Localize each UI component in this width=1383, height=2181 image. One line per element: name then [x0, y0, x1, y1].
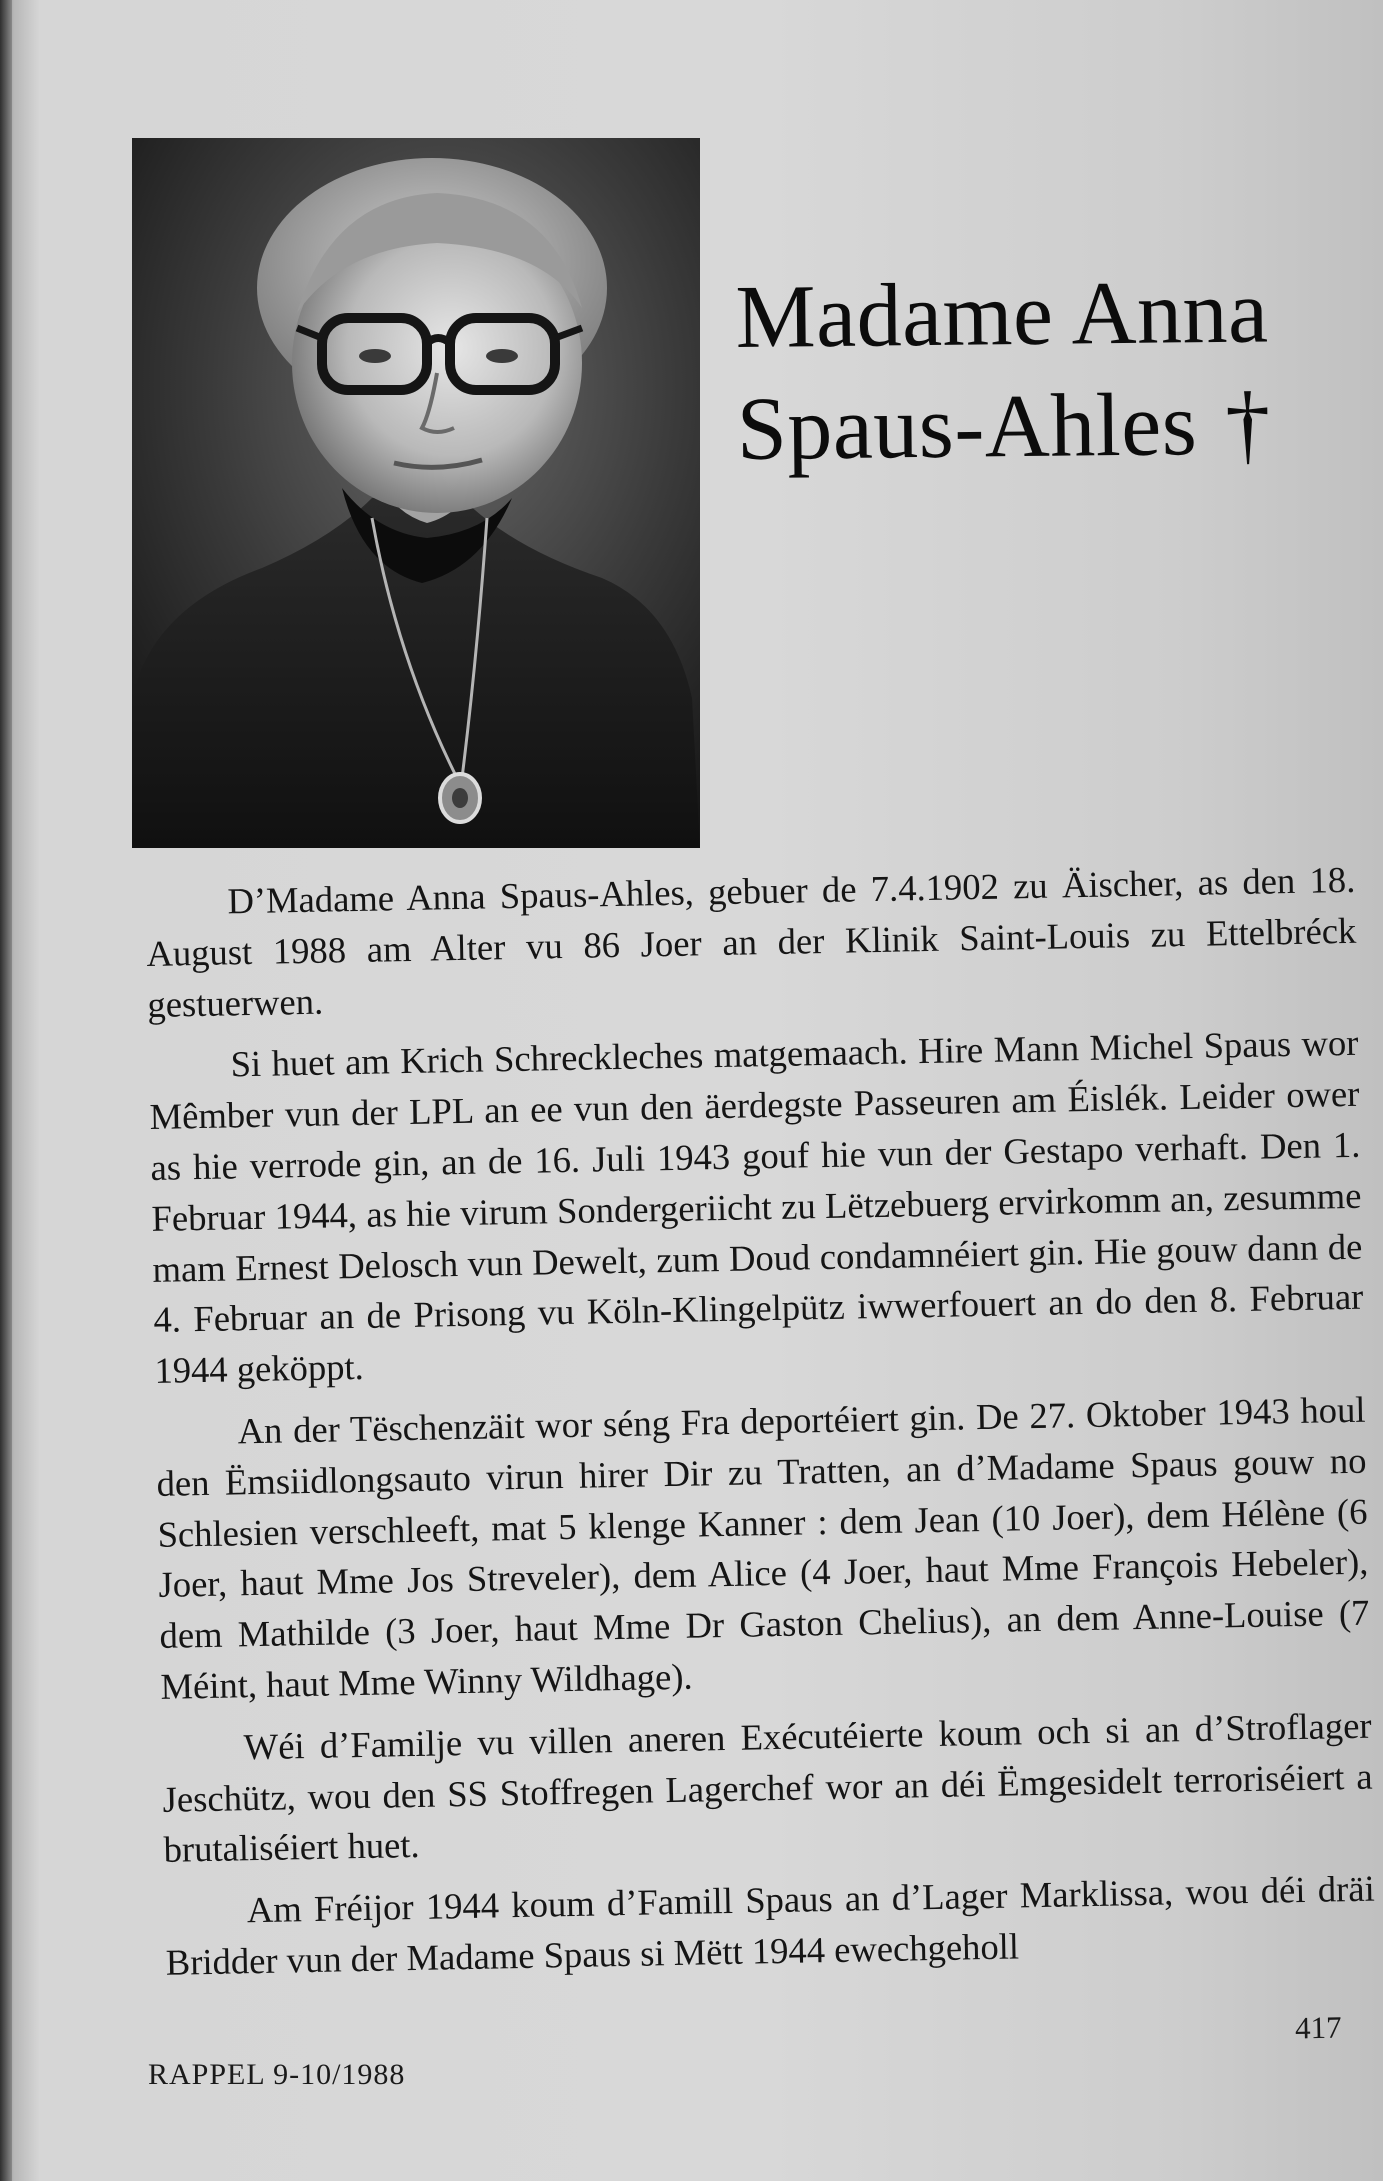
title-line-1: Madame Anna: [735, 262, 1269, 367]
article-title: [735, 255, 1367, 486]
paragraph-5: Am Fréijor 1944 koum d’Famill Spaus an d’Lager Marklissa, wou déi dräi Bridder vun der Madame Spaus si Mëtt 1944 ewechgeholl: [165, 1867, 1376, 1983]
article-body: [145, 855, 1376, 2000]
page-number: 417: [1294, 2009, 1342, 2046]
portrait-photo: [132, 138, 700, 848]
paragraph-1: D’Madame Anna Spaus-Ahles, gebuer de 7.4.1902 zu Äischer, as den 18. August 1988 am Alter vu 86 Joer an der Klinik Saint-Louis zu Ettelbréck gestuerwen.: [146, 858, 1357, 1025]
book-spine-shadow: [0, 0, 12, 2181]
paragraph-2: Si huet am Krich Schreckleches matgemaach. Hire Mann Michel Spaus wor Mêmber vun der LPL an ee vun den äerdegste Passeuren am Éislék. Leider ower as hie verrode gin, an de 16. Juli 1943 gouf hie vun der Gestapo verhaft. Den 1. Februar 1944, as hie virum Sondergeriicht zu Lëtzebuerg ervirkomm an, zesumme mam Ernest Delosch vun Dewelt, zum Doud condamnéiert gin. Hie gouw dann de 4. Februar an de Prisong vu Köln-Klingelpütz iwwerfouert an do den 8. Februar 1944 geköppt.: [149, 1022, 1364, 1392]
title-line-2: [736, 367, 1367, 486]
portrait-illustration: [132, 138, 700, 848]
paragraph-3: An der Tëschenzäit wor séng Fra deportéiert gin. De 27. Oktober 1943 houl den Ëmsiidlongsauto virun hirer Dir zu Tratten, an d’Madame Spaus gouw no Schlesien verschleeft, mat 5 klenge Kanner : dem Jean (10 Joer), dem Hélène (6 Joer, haut Mme Jos Streveler), dem Alice (4 Joer, haut Mme François Hebeler), dem Mathilde (3 Joer, haut Mme Dr Gaston Chelius), an dem Anne-Louise (7 Méint, haut Mme Winny Wildhage).: [156, 1388, 1370, 1707]
cross-icon: †: [1224, 374, 1272, 474]
paragraph-4: Wéi d’Familje vu villen aneren Exécutéierte koum och si an d’Stroflager Jeschütz, wou den SS Stoffregen Lagerchef wor an déi Ëmgesidelt terroriséiert a brutaliséiert huet.: [162, 1704, 1373, 1871]
title-name: Spaus-Ahles: [736, 375, 1198, 479]
footer-publication: RAPPEL 9-10/1988: [148, 2058, 406, 2091]
